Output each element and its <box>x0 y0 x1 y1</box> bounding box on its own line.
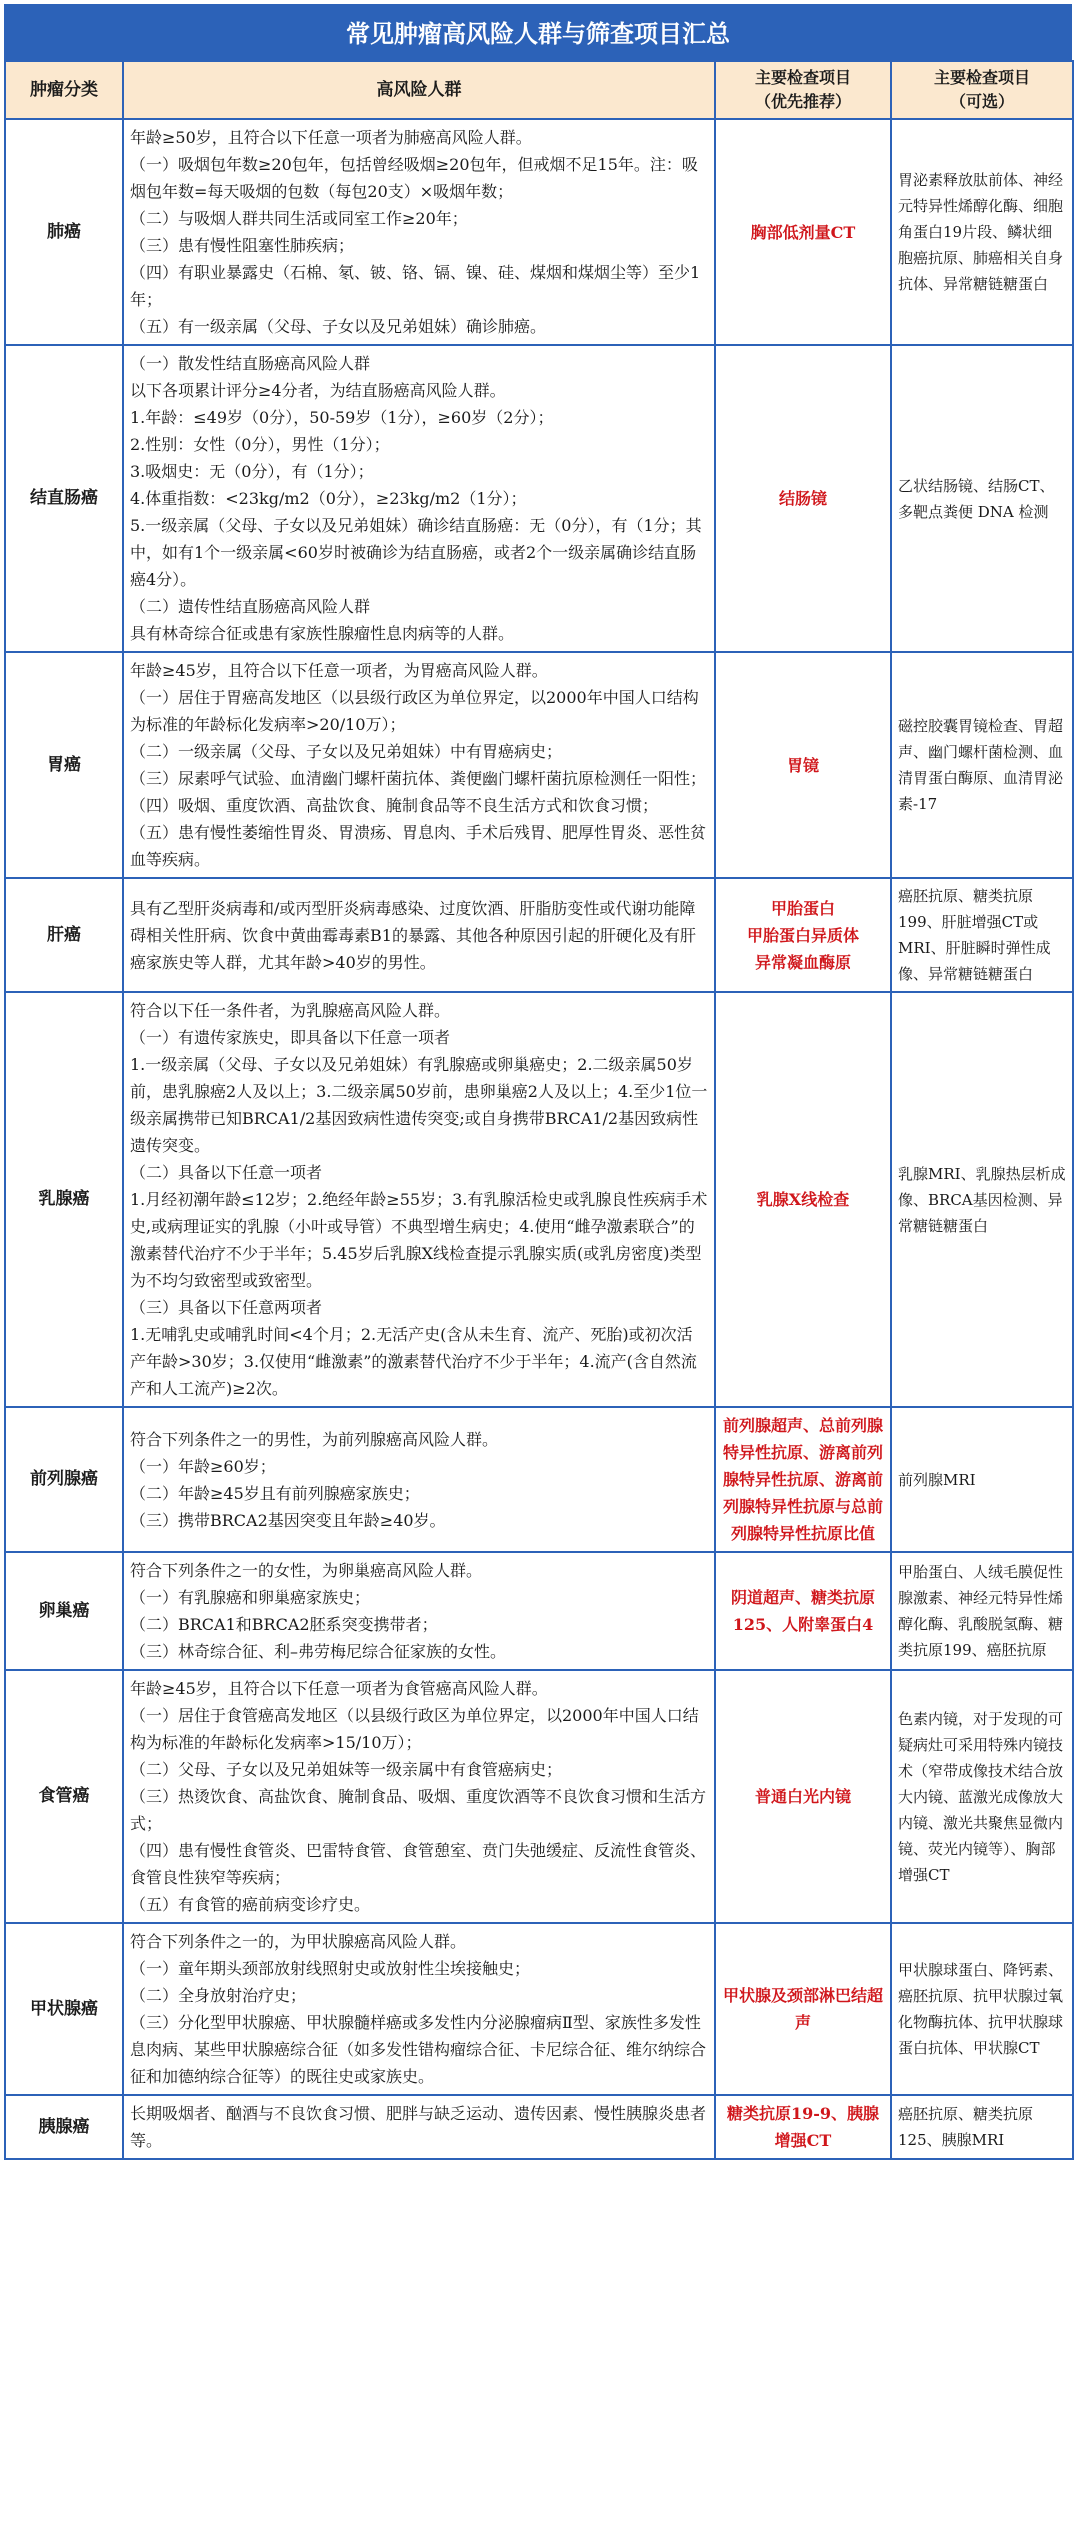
table-row <box>5 1670 1073 1923</box>
table-row <box>5 119 1073 345</box>
criteria-line: （二）年龄≥45岁且有前列腺癌家族史； <box>130 1483 420 1503</box>
criteria-line: （一）居住于胃癌高发地区（以县级行政区为单位界定，以2000年中国人口结构为标准的年龄标化发病率>20/10万）； <box>130 688 699 734</box>
priority-exam: 乳腺X线检查 <box>715 992 891 1407</box>
header-priority-label: 主要检查项目 （优先推荐） <box>754 68 851 111</box>
risk-criteria <box>123 652 715 878</box>
optional-exam: 甲状腺球蛋白、降钙素、癌胚抗原、抗甲状腺过氧化物酶抗体、抗甲状腺球蛋白抗体、甲状腺CT <box>891 1923 1073 2095</box>
criteria-line: 年龄≥45岁，且符合以下任意一项者，为胃癌高风险人群。 <box>130 661 548 680</box>
priority-exam: 结肠镜 <box>715 345 891 652</box>
priority-exam: 胸部低剂量CT <box>715 119 891 345</box>
criteria-line: 符合下列条件之一的女性，为卵巢癌高风险人群。 <box>130 1561 483 1580</box>
criteria-line: 5.一级亲属（父母、子女以及兄弟姐妹）确诊结直肠癌：无（0分），有（1分；其中，如有1个一级亲属<60岁时被确诊为结直肠癌，或者2个一级亲属确诊结直肠癌4分）。 <box>130 516 702 589</box>
table-row <box>5 992 1073 1407</box>
table-body <box>5 119 1073 2159</box>
criteria-line: 符合下列条件之一的男性，为前列腺癌高风险人群。 <box>130 1429 499 1449</box>
criteria-line: （二）一级亲属（父母、子女以及兄弟姐妹）中有胃癌病史； <box>130 742 563 761</box>
criteria-line: 具有林奇综合征或患有家族性腺瘤性息肉病等的人群。 <box>130 624 515 643</box>
risk-criteria <box>123 1923 715 2095</box>
criteria-line: （二）全身放射治疗史； <box>130 1986 307 2005</box>
priority-exam: 阴道超声、糖类抗原125、人附睾蛋白4 <box>715 1552 891 1670</box>
risk-criteria <box>123 1407 715 1552</box>
criteria-line: 年龄≥45岁，且符合以下任意一项者为食管癌高风险人群。 <box>130 1679 548 1698</box>
table-row <box>5 878 1073 992</box>
optional-exam: 磁控胶囊胃镜检查、胃超声、幽门螺杆菌检测、血清胃蛋白酶原、血清胃泌素-17 <box>891 652 1073 878</box>
screening-summary-sheet <box>4 4 1072 2160</box>
risk-criteria <box>123 1670 715 1923</box>
criteria-line: 年龄≥50岁，且符合以下任意一项者为肺癌高风险人群。 <box>130 128 532 147</box>
criteria-line: （一）居住于食管癌高发地区（以县级行政区为单位界定，以2000年中国人口结构为标准的年龄标化发病率>15/10万）； <box>130 1706 699 1752</box>
criteria-line: 1.月经初潮年龄≤12岁；2.绝经年龄≥55岁；3.有乳腺活检史或乳腺良性疾病手术史,或病理证实的乳腺（小叶或导管）不典型增生病史；4.使用“雌孕激素联合”的激素替代治疗不少于半年；5.45岁后乳腺X线检查提示乳腺实质(或乳房密度)类型为不均匀致密型或致密型。 <box>130 1190 708 1290</box>
criteria-line: （三）尿素呼气试验、血清幽门螺杆菌抗体、粪便幽门螺杆菌抗原检测任一阳性； <box>130 769 707 788</box>
criteria-line: 以下各项累计评分≥4分者，为结直肠癌高风险人群。 <box>130 381 506 400</box>
criteria-line: （三）携带BRCA2基因突变且年龄≥40岁。 <box>130 1510 446 1530</box>
criteria-line: （一）童年期头颈部放射线照射史或放射性尘埃接触史； <box>130 1959 531 1978</box>
criteria-line: 长期吸烟者、酗酒与不良饮食习惯、肥胖与缺乏运动、遗传因素、慢性胰腺炎患者等。 <box>130 2104 707 2150</box>
table-row <box>5 345 1073 652</box>
criteria-line: （二）遗传性结直肠癌高风险人群 <box>130 597 371 616</box>
criteria-line: （三）具备以下任意两项者 <box>130 1298 323 1317</box>
criteria-line: （三）分化型甲状腺癌、甲状腺髓样癌或多发性内分泌腺瘤病Ⅱ型、家族性多发性息肉病、某些甲状腺癌综合征（如多发性错构瘤综合征、卡尼综合征、维尔纳综合征和加德纳综合征等）的既往史或家族史。 <box>130 2013 707 2086</box>
risk-criteria <box>123 1552 715 1670</box>
optional-exam: 甲胎蛋白、人绒毛膜促性腺激素、神经元特异性烯醇化酶、乳酸脱氢酶、糖类抗原199、癌胚抗原 <box>891 1552 1073 1670</box>
criteria-line: （一）有遗传家族史，即具备以下任意一项者 <box>130 1028 451 1047</box>
criteria-line: （二）父母、子女以及兄弟姐妹等一级亲属中有食管癌病史； <box>130 1760 563 1779</box>
header-priority <box>715 61 891 119</box>
cancer-category: 结直肠癌 <box>5 345 123 652</box>
priority-exam: 甲状腺及颈部淋巴结超声 <box>715 1923 891 2095</box>
risk-criteria <box>123 2095 715 2159</box>
criteria-line: （二）BRCA1和BRCA2胚系突变携带者； <box>130 1615 438 1634</box>
criteria-line: （四）有职业暴露史（石棉、氡、铍、铬、镉、镍、硅、煤烟和煤烟尘等）至少1年； <box>130 263 701 309</box>
criteria-line: 1.无哺乳史或哺乳时间<4个月；2.无活产史(含从未生育、流产、死胎)或初次活产年龄>30岁；3.仅使用“雌激素”的激素替代治疗不少于半年；4.流产(含自然流产和人工流产)≥2次。 <box>130 1325 697 1398</box>
criteria-line: （三）林奇综合征、利–弗劳梅尼综合征家族的女性。 <box>130 1642 507 1661</box>
criteria-line: 2.性别：女性（0分），男性（1分）； <box>130 435 390 454</box>
risk-criteria <box>123 119 715 345</box>
criteria-line: （五）有食管的癌前病变诊疗史。 <box>130 1895 371 1914</box>
cancer-category: 乳腺癌 <box>5 992 123 1407</box>
table-row <box>5 1552 1073 1670</box>
table-row <box>5 1407 1073 1552</box>
risk-criteria <box>123 878 715 992</box>
criteria-line: 4.体重指数：<23kg/m2（0分），≥23kg/m2（1分）； <box>130 489 527 508</box>
criteria-line: 1.年龄：≤49岁（0分），50-59岁（1分），≥60岁（2分）； <box>130 408 554 427</box>
table-row <box>5 1923 1073 2095</box>
cancer-category: 胃癌 <box>5 652 123 878</box>
cancer-category: 甲状腺癌 <box>5 1923 123 2095</box>
criteria-line: （四）吸烟、重度饮酒、高盐饮食、腌制食品等不良生活方式和饮食习惯； <box>130 796 659 815</box>
criteria-line: （二）与吸烟人群共同生活或同室工作≥20年； <box>130 209 468 228</box>
table-row <box>5 2095 1073 2159</box>
table-title: 常见肿瘤高风险人群与筛查项目汇总 <box>4 4 1072 60</box>
cancer-category: 肺癌 <box>5 119 123 345</box>
criteria-line: （三）热烫饮食、高盐饮食、腌制食品、吸烟、重度饮酒等不良饮食习惯和生活方式； <box>130 1787 707 1833</box>
criteria-line: （一）散发性结直肠癌高风险人群 <box>130 354 371 373</box>
risk-criteria <box>123 345 715 652</box>
header-criteria: 高风险人群 <box>123 61 715 119</box>
screening-table <box>4 60 1074 2160</box>
header-optional-label: 主要检查项目 （可选） <box>933 68 1030 111</box>
optional-exam: 色素内镜，对于发现的可疑病灶可采用特殊内镜技术（窄带成像技术结合放大内镜、蓝激光成像放大内镜、激光共聚焦显微内镜、荧光内镜等）、胸部增强CT <box>891 1670 1073 1923</box>
priority-exam: 胃镜 <box>715 652 891 878</box>
table-row <box>5 652 1073 878</box>
header-row <box>5 61 1073 119</box>
cancer-category: 前列腺癌 <box>5 1407 123 1552</box>
optional-exam: 胃泌素释放肽前体、神经元特异性烯醇化酶、细胞角蛋白19片段、鳞状细胞癌抗原、肺癌相关自身抗体、异常糖链糖蛋白 <box>891 119 1073 345</box>
criteria-line: （三）患有慢性阻塞性肺疾病； <box>130 236 355 255</box>
cancer-category: 肝癌 <box>5 878 123 992</box>
risk-criteria <box>123 992 715 1407</box>
header-optional <box>891 61 1073 119</box>
criteria-line: 具有乙型肝炎病毒和/或丙型肝炎病毒感染、过度饮酒、肝脂肪变性或代谢功能障碍相关性肝病、饮食中黄曲霉毒素B1的暴露、其他各种原因引起的肝硬化及有肝癌家族史等人群，尤其年龄>40岁的男性。 <box>130 898 696 972</box>
criteria-line: （一）年龄≥60岁； <box>130 1456 276 1476</box>
cancer-category: 胰腺癌 <box>5 2095 123 2159</box>
optional-exam: 乙状结肠镜、结肠CT、多靶点粪便 DNA 检测 <box>891 345 1073 652</box>
criteria-line: （一）吸烟包年数≥20包年，包括曾经吸烟≥20包年，但戒烟不足15年。注：吸烟包年数=每天吸烟的包数（每包20支）×吸烟年数； <box>130 155 698 201</box>
cancer-category: 食管癌 <box>5 1670 123 1923</box>
criteria-line: 3.吸烟史：无（0分），有（1分）； <box>130 462 374 481</box>
priority-exam: 糖类抗原19-9、胰腺增强CT <box>715 2095 891 2159</box>
criteria-line: （二）具备以下任意一项者 <box>130 1163 323 1182</box>
optional-exam: 癌胚抗原、糖类抗原125、胰腺MRI <box>891 2095 1073 2159</box>
priority-exam: 甲胎蛋白 甲胎蛋白异质体 异常凝血酶原 <box>715 878 891 992</box>
criteria-line: 符合下列条件之一的，为甲状腺癌高风险人群。 <box>130 1932 467 1951</box>
cancer-category: 卵巢癌 <box>5 1552 123 1670</box>
optional-exam: 癌胚抗原、糖类抗原199、肝脏增强CT或MRI、肝脏瞬时弹性成像、异常糖链糖蛋白 <box>891 878 1073 992</box>
criteria-line: 符合以下任一条件者，为乳腺癌高风险人群。 <box>130 1001 451 1020</box>
criteria-line: （一）有乳腺癌和卵巢癌家族史； <box>130 1588 371 1607</box>
criteria-line: 1.一级亲属（父母、子女以及兄弟姐妹）有乳腺癌或卵巢癌史；2.二级亲属50岁前，患乳腺癌2人及以上；3.二级亲属50岁前，患卵巢癌2人及以上；4.至少1位一级亲属携带已知BRCA1/2基因致病性遗传突变;或自身携带BRCA1/2基因致病性遗传突变。 <box>130 1055 708 1155</box>
priority-exam: 前列腺超声、总前列腺特异性抗原、游离前列腺特异性抗原、游离前列腺特异性抗原与总前列腺特异性抗原比值 <box>715 1407 891 1552</box>
optional-exam: 前列腺MRI <box>891 1407 1073 1552</box>
priority-exam: 普通白光内镜 <box>715 1670 891 1923</box>
header-category: 肿瘤分类 <box>5 61 123 119</box>
optional-exam: 乳腺MRI、乳腺热层析成像、BRCA基因检测、异常糖链糖蛋白 <box>891 992 1073 1407</box>
criteria-line: （五）患有慢性萎缩性胃炎、胃溃疡、胃息肉、手术后残胃、肥厚性胃炎、恶性贫血等疾病。 <box>130 823 707 869</box>
criteria-line: （五）有一级亲属（父母、子女以及兄弟姐妹）确诊肺癌。 <box>130 317 547 336</box>
criteria-line: （四）患有慢性食管炎、巴雷特食管、食管憩室、贲门失弛缓症、反流性食管炎、食管良性狭窄等疾病； <box>130 1841 707 1887</box>
